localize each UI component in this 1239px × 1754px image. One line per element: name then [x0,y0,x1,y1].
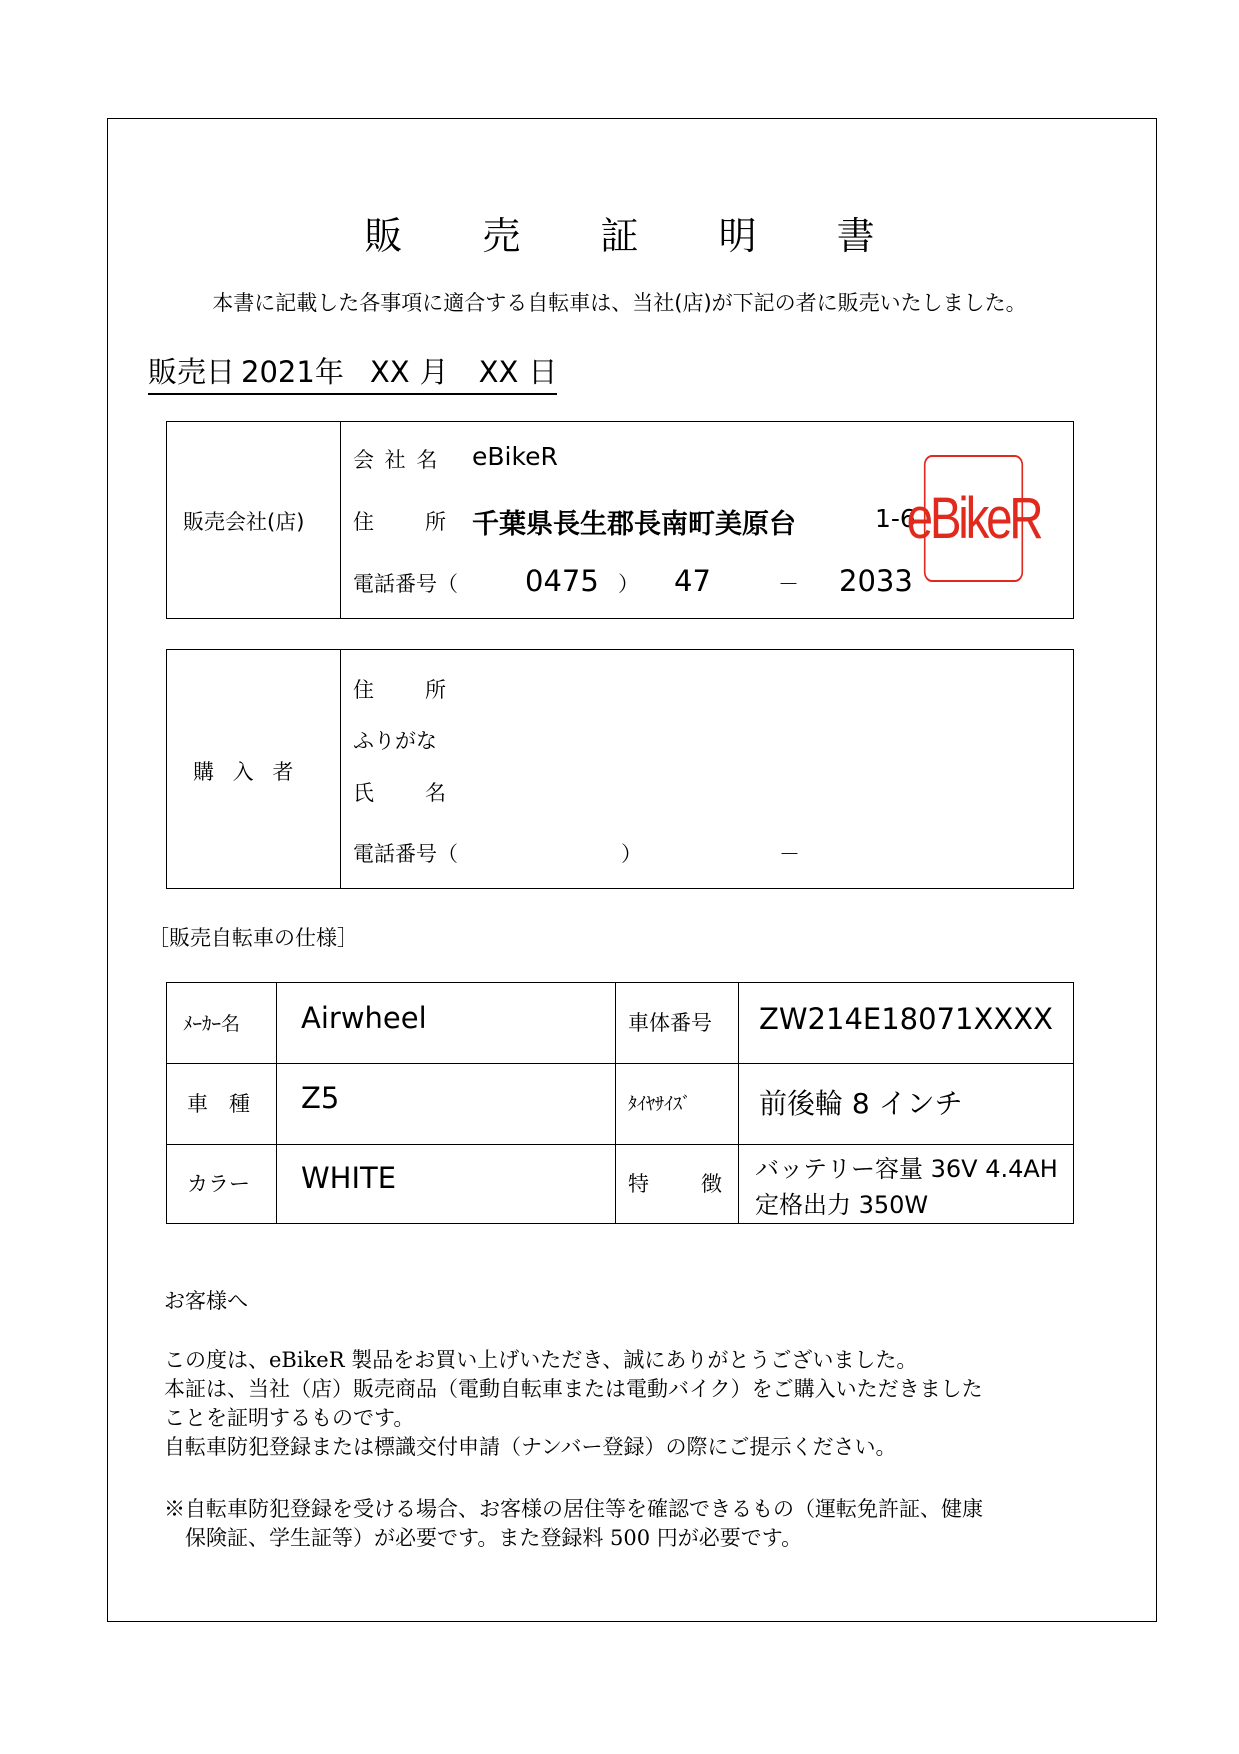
feature-label-1: 特 [628,1172,649,1196]
notes-line-2: 本証は、当社（店）販売商品（電動自転車または電動バイク）をご購入いただきました [164,1377,983,1401]
buyer-phone-label: 電話番号（ [353,842,458,866]
seller-address-value: 千葉県長生郡長南町美原台 [472,509,796,540]
sale-date [148,350,557,395]
seller-phone-exchange: 47 [674,564,711,598]
notes-line-6: 保険証、学生証等）が必要です。また登録料 500 円が必要です。 [164,1526,803,1550]
buyer-name-label-1: 氏 [353,781,374,805]
tire-size-label: ﾀｲﾔｻｲｽﾞ [628,1094,691,1115]
seller-phone-close: ） [618,572,639,596]
buyer-furigana-label: ふりがな [353,729,437,753]
intro-text: 本書に記載した各事項に適合する自転車は、当社(店)が下記の者に販売いたしました。 [212,291,1027,315]
buyer-address-label-1: 住 [353,678,374,702]
seller-phone-line: 2033 [839,564,913,598]
notes-line-4: 自転車防犯登録または標識交付申請（ナンバー登録）の際にご提示ください。 [164,1435,897,1459]
notes-salutation: お客様へ [164,1289,248,1313]
spec-table [166,982,1074,1224]
notes-line-1: この度は、eBikeR 製品をお買い上げいただき、誠にありがとうございました。 [164,1348,918,1372]
feature-value-output: 定格出力 350W [755,1191,929,1219]
model-label: 車 種 [187,1092,250,1116]
maker-value: Airwheel [301,1001,427,1035]
buyer-name-label-2: 名 [425,781,446,805]
company-seal-stamp: eBikeR [924,455,1023,582]
company-label: 会 社 名 [353,448,440,472]
buyer-phone-dash: － [779,842,800,866]
sale-month: XX [369,355,410,389]
seller-phone-area: 0475 [525,564,599,598]
frame-number-label: 車体番号 [628,1011,712,1035]
maker-label: ﾒｰｶｰ名 [183,1013,241,1035]
seller-phone-dash: － [778,572,799,596]
frame-number-value: ZW214E18071XXXX [759,1002,1053,1036]
seller-address-label-2: 所 [425,510,446,534]
seller-section-label: 販売会社(店) [183,510,305,534]
buyer-address-label-2: 所 [425,678,446,702]
sale-day-unit: 日 [528,355,558,389]
feature-value-battery: バッテリー容量 36V 4.4AH [755,1155,1058,1183]
sale-day: XX [478,355,519,389]
color-value: WHITE [301,1161,397,1195]
buyer-section-label: 購 入 者 [193,760,300,784]
model-value: Z5 [301,1081,340,1115]
sale-year-unit: 年 [314,355,344,389]
notes-line-5: ※自転車防犯登録を受ける場合、お客様の居住等を確認できるもの（運転免許証、健康 [164,1497,983,1521]
document-title: 販 売 証 明 書 [364,214,909,258]
spec-heading: ［販売自転車の仕様］ [148,926,358,950]
color-label: カラー [187,1172,250,1196]
feature-label-2: 徴 [701,1172,722,1196]
seller-address-label-1: 住 [353,510,374,534]
buyer-phone-close: ） [621,842,642,866]
sale-month-unit: 月 [419,355,449,389]
company-value: eBikeR [472,442,558,471]
seller-address-number: 1-6 [875,504,916,533]
notes-line-3: ことを証明するものです。 [164,1406,415,1430]
sale-date-label: 販売日 [148,355,236,389]
seller-phone-label: 電話番号（ [353,572,458,596]
tire-size-value: 前後輪 8 インチ [759,1087,963,1120]
sale-year: 2021 [241,355,315,389]
buyer-table [166,649,1074,889]
